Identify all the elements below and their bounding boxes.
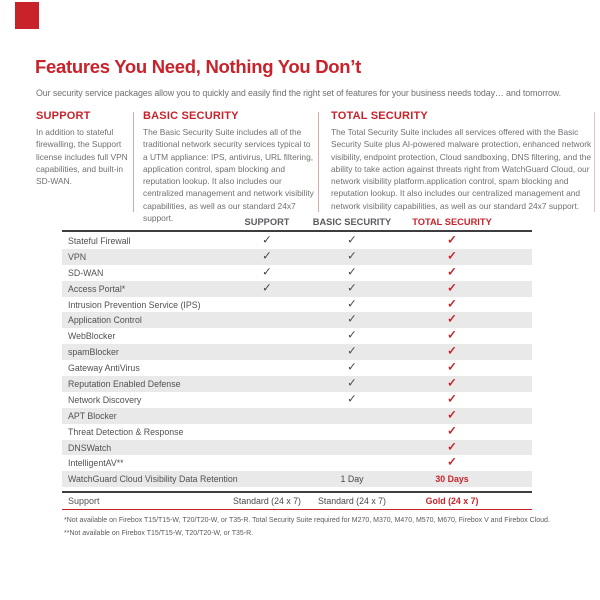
feature-label: Intrusion Prevention Service (IPS)	[68, 299, 201, 310]
table-column-header-support: SUPPORT	[244, 217, 290, 227]
cell-value: 1 Day	[340, 474, 364, 485]
table-row	[62, 455, 532, 471]
package-header-basic-security: BASIC SECURITY	[143, 110, 239, 122]
table-header-rule	[62, 230, 532, 232]
feature-label: SD-WAN	[68, 267, 104, 278]
table-row	[62, 297, 532, 313]
table-row	[62, 328, 532, 344]
check-icon: ✓	[447, 393, 457, 406]
check-icon: ✓	[262, 265, 272, 278]
table-row	[62, 440, 532, 456]
feature-label: VPN	[68, 251, 87, 262]
page-title: Features You Need, Nothing You Don’t	[35, 56, 361, 77]
feature-label: WebBlocker	[68, 331, 116, 342]
table-row	[62, 360, 532, 376]
feature-label: Threat Detection & Response	[68, 426, 184, 437]
feature-label: Stateful Firewall	[68, 235, 131, 246]
package-description-support: In addition to stateful firewalling, the Support license includes full VPN capabilities, and built-in SD-WAN.	[36, 127, 128, 187]
check-icon: ✓	[347, 361, 357, 374]
feature-label: Network Discovery	[68, 394, 142, 405]
package-header-support: SUPPORT	[36, 110, 91, 122]
feature-label: APT Blocker	[68, 410, 117, 421]
support-row-value-basic: Standard (24 x 7)	[318, 496, 386, 506]
cell-value: 30 Days	[435, 474, 469, 485]
check-icon: ✓	[262, 281, 272, 294]
check-icon: ✓	[447, 281, 457, 294]
support-row-label: Support	[68, 496, 100, 506]
check-icon: ✓	[447, 234, 457, 247]
red-marker-box	[15, 2, 39, 29]
check-icon: ✓	[447, 265, 457, 278]
feature-label: IntelligentAV**	[68, 458, 124, 469]
footnote-2: **Not available on Firebox T15/T15-W, T20/T20-W, or T35-R.	[64, 530, 254, 537]
check-icon: ✓	[447, 297, 457, 310]
table-row	[62, 408, 532, 424]
check-icon: ✓	[447, 424, 457, 437]
feature-label: spamBlocker	[68, 347, 119, 358]
check-icon: ✓	[447, 250, 457, 263]
check-icon: ✓	[347, 297, 357, 310]
feature-label: Gateway AntiVirus	[68, 363, 140, 374]
table-column-header-basic-security: BASIC SECURITY	[312, 217, 392, 227]
table-row	[62, 265, 532, 281]
package-description-basic-security: The Basic Security Suite includes all of the traditional network security services typical to a UTM appliance: IPS, antivirus, URL filtering, application control, spam blocking and reputation lookup. It also includes our centralized management and network visibility capabilities, as well as our standard 24x7 support.	[143, 127, 314, 223]
check-icon: ✓	[447, 361, 457, 374]
check-icon: ✓	[447, 345, 457, 358]
check-icon: ✓	[262, 250, 272, 263]
feature-rows	[62, 233, 532, 487]
check-icon: ✓	[347, 265, 357, 278]
check-icon: ✓	[347, 377, 357, 390]
check-icon: ✓	[347, 345, 357, 358]
package-header-total-security: TOTAL SECURITY	[331, 110, 428, 122]
check-icon: ✓	[447, 456, 457, 469]
support-row-value-total: Gold (24 x 7)	[425, 496, 479, 506]
check-icon: ✓	[447, 440, 457, 453]
feature-label: WatchGuard Cloud Visibility Data Retention	[68, 474, 238, 485]
table-row	[62, 344, 532, 360]
feature-label: DNSWatch	[68, 442, 112, 453]
check-icon: ✓	[447, 329, 457, 342]
table-row	[62, 392, 532, 408]
feature-label: Access Portal*	[68, 283, 126, 294]
footnote-1: *Not available on Firebox T15/T15-W, T20/T20-W, or T35-R. Total Security Suite required for M270, M370, M470, M570, M670, Firebox V and Firebox Cloud.	[64, 517, 550, 524]
column-divider	[318, 112, 319, 212]
package-description-total-security: The Total Security Suite includes all services offered with the Basic Security Suite plus AI-powered malware protection, enhanced network visibility, endpoint protection, Cloud sandboxing, DNS filtering, and the ability to take action against threats right from WatchGuard Cloud, our network visibility platform.application control, spam blocking and reputation lookup. It also includes our centralized management and network visibility capabilities, as well as our standard 24x7 support.	[331, 127, 592, 211]
check-icon: ✓	[347, 234, 357, 247]
column-divider	[594, 112, 595, 212]
check-icon: ✓	[447, 408, 457, 421]
support-row-value-support: Standard (24 x 7)	[233, 496, 301, 506]
table-row	[62, 281, 532, 297]
check-icon: ✓	[347, 393, 357, 406]
table-row	[62, 376, 532, 392]
feature-label: Application Control	[68, 315, 142, 326]
table-row	[62, 424, 532, 440]
check-icon: ✓	[447, 313, 457, 326]
feature-label: Reputation Enabled Defense	[68, 378, 181, 389]
page-subtitle: Our security service packages allow you to quickly and easily find the right set of features for your business needs today… and tomorrow.	[36, 88, 561, 98]
table-row	[62, 312, 532, 328]
support-row	[62, 491, 532, 510]
table-row	[62, 471, 532, 487]
check-icon: ✓	[347, 313, 357, 326]
table-row	[62, 233, 532, 249]
check-icon: ✓	[347, 329, 357, 342]
check-icon: ✓	[347, 281, 357, 294]
column-divider	[133, 112, 134, 212]
check-icon: ✓	[447, 377, 457, 390]
table-row	[62, 249, 532, 265]
table-column-header-total-security: TOTAL SECURITY	[412, 217, 492, 227]
check-icon: ✓	[347, 250, 357, 263]
check-icon: ✓	[262, 234, 272, 247]
